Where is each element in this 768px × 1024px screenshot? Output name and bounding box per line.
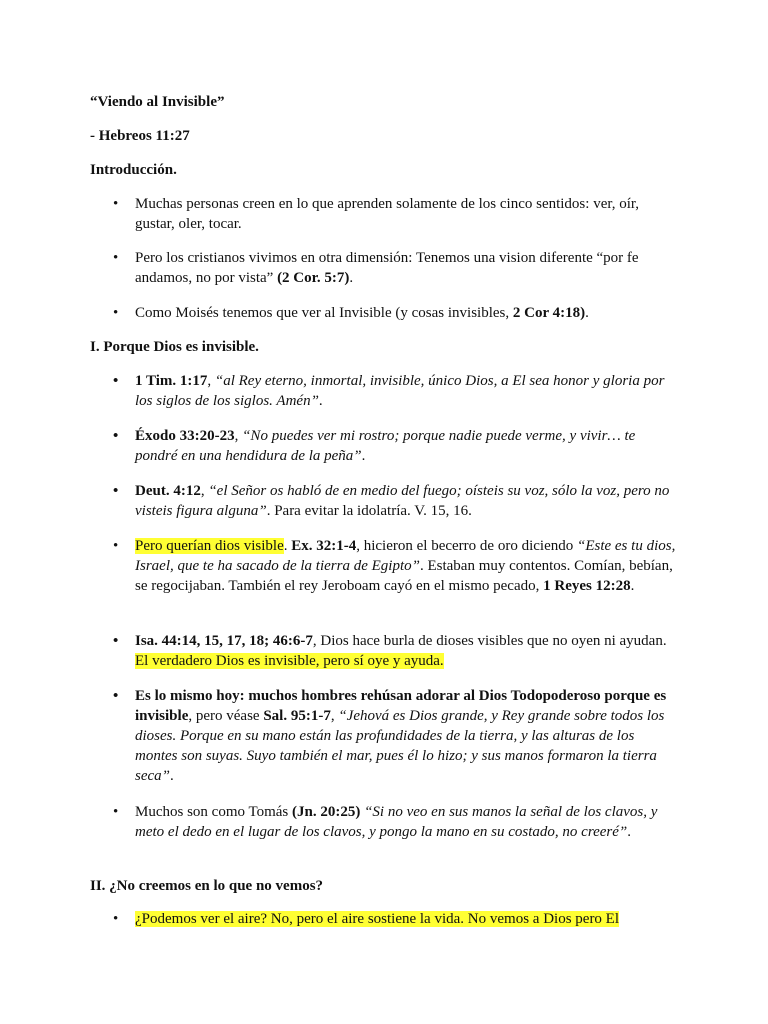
- scripture-citation: 1 Tim. 1:17: [135, 373, 208, 389]
- list-item: • Como Moisés tenemos que ver al Invisible (y cosas invisibles, 2 Cor 4:18).: [113, 305, 589, 321]
- bullet: •: [113, 305, 119, 321]
- section-heading: II. ¿No creemos en lo que no vemos?: [90, 878, 324, 894]
- list-item: • Pero los cristianos vivimos en otra dimensión: Tenemos una vision diferente “por fe andamos, no por vista” (2 Cor. 5:7).: [113, 250, 639, 286]
- list-item: • Isa. 44:14, 15, 17, 18; 46:6-7, Dios hace burla de dioses visibles que no oyen ni ayudan. El verdadero Dios es invisible, pero sí oye y ayuda.: [113, 633, 667, 669]
- scripture-citation: (2 Cor. 5:7): [277, 270, 350, 286]
- scripture-quote: “Jehová es Dios grande, y Rey grande sobre todos los dioses. Porque en su mano están las profundidades de la tierra, y las alturas de los montes son suyas. Suyo también el mar, pues él lo hizo; y sus manos formaron la tierra seca”: [135, 708, 665, 784]
- scripture-reference: - Hebreos 11:27: [90, 128, 190, 144]
- bullet: •: [113, 483, 119, 499]
- intro-heading: Introducción.: [90, 162, 177, 178]
- scripture-citation: Deut. 4:12: [135, 483, 201, 499]
- bullet: •: [113, 538, 119, 554]
- list-item: [113, 909, 680, 929]
- list-item: • Muchos son como Tomás (Jn. 20:25) “Si no veo en sus manos la señal de los clavos, y meto el dedo en el lugar de los clavos, y pongo la mano en su costado, no creeré”.: [113, 804, 658, 840]
- bullet: •: [113, 911, 119, 927]
- scripture-citation: 1 Reyes 12:28: [543, 578, 631, 594]
- highlighted-text: ¿Podemos ver el aire? No, pero el aire sostiene la vida. No vemos a Dios pero El: [135, 911, 620, 927]
- scripture-quote: “el Señor os habló de en medio del fuego; oísteis su voz, sólo la voz, pero no visteis figura alguna”: [135, 483, 670, 519]
- section-heading: I. Porque Dios es invisible.: [90, 339, 259, 355]
- scripture-quote: “No puedes ver mi rostro; porque nadie puede verme, y vivir… te pondré en una hendidura de la peña”: [135, 428, 636, 464]
- bullet: •: [113, 373, 119, 389]
- bold-statement: Es lo mismo hoy: muchos hombres rehúsan adorar al Dios Todopoderoso porque es invisible: [135, 688, 667, 724]
- list-item: • Pero querían dios visible. Ex. 32:1-4, hicieron el becerro de oro diciendo “Este es tu dios, Israel, que te ha sacado de la tierra de Egipto”. Estaban muy contentos. Comían, bebían, se regocijaban. También el rey Jeroboam cayó en el mismo pecado, 1 Reyes 12:28.: [113, 538, 676, 594]
- list-item: [113, 194, 680, 234]
- scripture-quote: “Si no veo en sus manos la señal de los clavos, y meto el dedo en el lugar de los clavos, y pongo la mano en su costado, no creeré”: [135, 804, 658, 840]
- list-item: • Es lo mismo hoy: muchos hombres rehúsan adorar al Dios Todopoderoso porque es invisible, pero véase Sal. 95:1-7, “Jehová es Dios grande, y Rey grande sobre todos los dioses. Porque en su mano están las profundidades de la tierra, y las alturas de los montes son suyas. Suyo también el mar, pues él lo hizo; y sus manos formaron la tierra seca”.: [113, 688, 667, 784]
- bullet: •: [113, 633, 119, 649]
- scripture-citation: Ex. 32:1-4: [291, 538, 357, 554]
- bullet: •: [113, 196, 119, 212]
- scripture-quote: “al Rey eterno, inmortal, invisible, único Dios, a El sea honor y gloria por los siglos de los siglos. Amén”: [135, 373, 665, 409]
- bullet: •: [113, 428, 119, 444]
- document-title: “Viendo al Invisible”: [90, 94, 225, 110]
- scripture-citation: 2 Cor 4:18): [512, 305, 586, 321]
- item-text: Muchas personas creen en lo que aprenden solamente de los cinco sentidos: ver, oír, gustar, oler, tocar.: [135, 196, 640, 232]
- scripture-citation: Isa. 44:14, 15, 17, 18; 46:6-7: [135, 633, 313, 649]
- list-item: • 1 Tim. 1:17, “al Rey eterno, inmortal, invisible, único Dios, a El sea honor y gloria por los siglos de los siglos. Amén”.: [113, 373, 665, 409]
- scripture-citation: Éxodo 33:20-23: [135, 428, 235, 444]
- bullet: •: [113, 250, 119, 266]
- highlighted-text: El verdadero Dios es invisible, pero sí oye y ayuda.: [135, 653, 444, 669]
- scripture-citation: (Jn. 20:25): [292, 804, 361, 820]
- list-item: • Éxodo 33:20-23, “No puedes ver mi rostro; porque nadie puede verme, y vivir… te pondré en una hendidura de la peña”.: [113, 428, 636, 464]
- scripture-citation: Sal. 95:1-7: [263, 708, 331, 724]
- bullet: •: [113, 688, 119, 704]
- scripture-quote: “Este es tu dios, Israel, que te ha sacado de la tierra de Egipto”: [135, 538, 676, 574]
- bullet: •: [113, 804, 119, 820]
- highlighted-text: Pero querían dios visible: [135, 538, 284, 554]
- list-item: • Deut. 4:12, “el Señor os habló de en medio del fuego; oísteis su voz, sólo la voz, pero no visteis figura alguna”. Para evitar la idolatría. V. 15, 16.: [113, 483, 670, 519]
